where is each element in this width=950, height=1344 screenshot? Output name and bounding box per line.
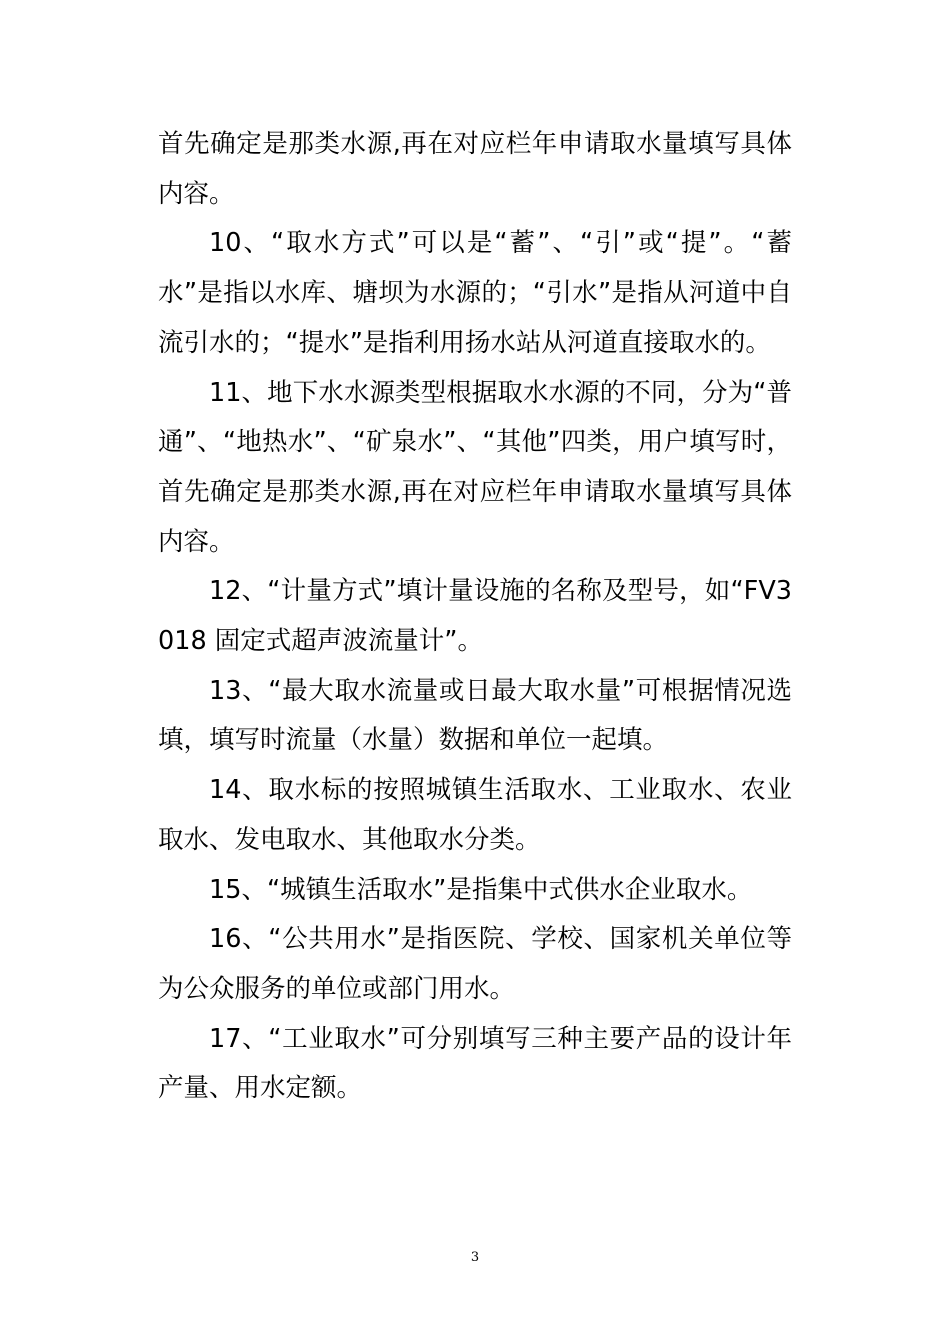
document-body bbox=[158, 120, 792, 1114]
paragraph-continuation: 首先确定是那类水源,再在对应栏年申请取水量填写具体内容。 bbox=[158, 129, 792, 209]
paragraph-item-15: 15、“城镇生活取水”是指集中式供水企业取水。 bbox=[209, 874, 753, 905]
paragraph-item-11: 11、地下水水源类型根据取水水源的不同，分为“普通”、“地热水”、“矿泉水”、“其他”四类，用户填写时，首先确定是那类水源,再在对应栏年申请取水量填写具体内容。 bbox=[158, 377, 792, 557]
paragraph-item-17: 17、“工业取水”可分别填写三种主要产品的设计年产量、用水定额。 bbox=[158, 1023, 792, 1104]
paragraph-item-13: 13、“最大取水流量或日最大取水量”可根据情况选填，填写时流量（水量）数据和单位一起填。 bbox=[158, 675, 792, 756]
page-number: 3 bbox=[470, 1250, 480, 1265]
paragraph-item-10: 10、“取水方式”可以是“蓄”、“引”或“提”。“蓄水”是指以水库、塘坝为水源的；“引水”是指从河道中自流引水的；“提水”是指利用扬水站从河道直接取水的。 bbox=[158, 228, 792, 358]
paragraph-item-14: 14、取水标的按照城镇生活取水、工业取水、农业取水、发电取水、其他取水分类。 bbox=[158, 775, 792, 855]
paragraph-item-16: 16、“公共用水”是指医院、学校、国家机关单位等为公众服务的单位或部门用水。 bbox=[158, 924, 792, 1004]
paragraph-item-12: 12、“计量方式”填计量设施的名称及型号，如“FV3018 固定式超声波流量计”。 bbox=[158, 576, 792, 657]
